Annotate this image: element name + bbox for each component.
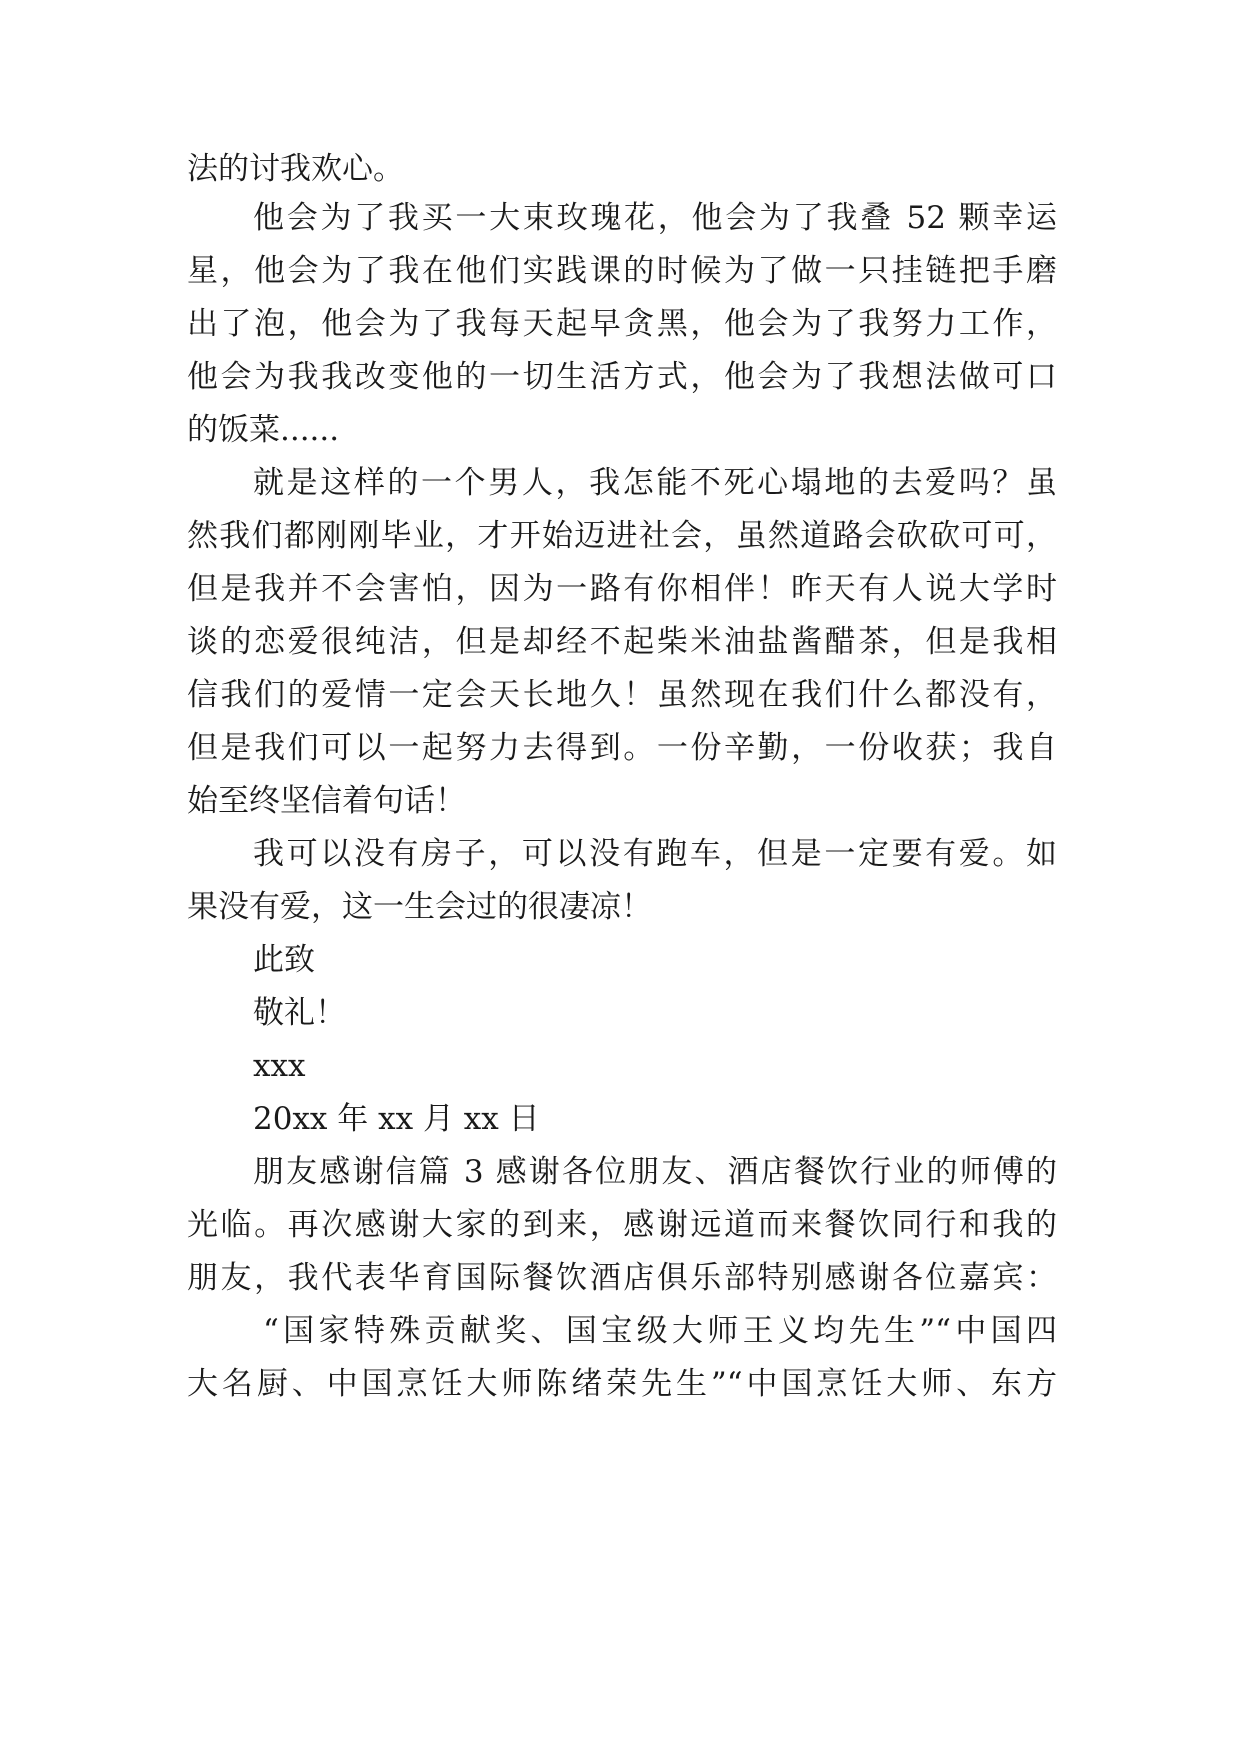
paragraph-line: 朋友感谢信篇 3 感谢各位朋友、酒店餐饮行业的师傅的 [253, 1154, 1057, 1190]
paragraph-line: 朋友，我代表华育国际餐饮酒店俱乐部特别感谢各位嘉宾： [187, 1260, 1057, 1296]
paragraph-line: 然我们都刚刚毕业，才开始迈进社会，虽然道路会砍砍可可， [187, 518, 1057, 554]
paragraph-line: 谈的恋爱很纯洁，但是却经不起柴米油盐酱醋茶，但是我相 [187, 624, 1057, 660]
paragraph-line: 我可以没有房子，可以没有跑车，但是一定要有爱。如 [253, 836, 1057, 872]
signature-date: 20xx 年 xx 月 xx 日 [253, 1101, 540, 1137]
paragraph-line: 始至终坚信着句话！ [187, 783, 466, 819]
paragraph-line: 他会为我我改变他的一切生活方式，他会为了我想法做可口 [187, 359, 1057, 395]
paragraph-line: 星，他会为了我在他们实践课的时候为了做一只挂链把手磨 [187, 253, 1057, 289]
paragraph-line: 出了泡，他会为了我每天起早贪黑，他会为了我努力工作， [187, 306, 1057, 342]
paragraph-line: 光临。再次感谢大家的到来，感谢远道而来餐饮同行和我的 [187, 1207, 1057, 1243]
salutation-line: 敬礼！ [253, 995, 346, 1031]
paragraph-line: 的饭菜...... [187, 412, 340, 448]
paragraph-line: 信我们的爱情一定会天长地久！虽然现在我们什么都没有， [187, 677, 1057, 713]
closing-line: 此致 [253, 942, 315, 978]
paragraph-line: 他会为了我买一大束玫瑰花，他会为了我叠 52 颗幸运 [253, 200, 1057, 236]
paragraph-line: 就是这样的一个男人，我怎能不死心塌地的去爱吗？虽 [253, 465, 1057, 501]
paragraph-line: 法的讨我欢心。 [187, 151, 404, 187]
paragraph-line: 大名厨、中国烹饪大师陈绪荣先生”“中国烹饪大师、东方 [187, 1366, 1057, 1402]
paragraph-line: 但是我们可以一起努力去得到。一份辛勤，一份收获；我自 [187, 730, 1057, 766]
signature-name: xxx [253, 1048, 306, 1084]
paragraph-line: 但是我并不会害怕，因为一路有你相伴！昨天有人说大学时 [187, 571, 1057, 607]
paragraph-line: “国家特殊贡献奖、国宝级大师王义均先生”“中国四 [263, 1313, 1057, 1349]
paragraph-line: 果没有爱，这一生会过的很凄凉！ [187, 889, 652, 925]
